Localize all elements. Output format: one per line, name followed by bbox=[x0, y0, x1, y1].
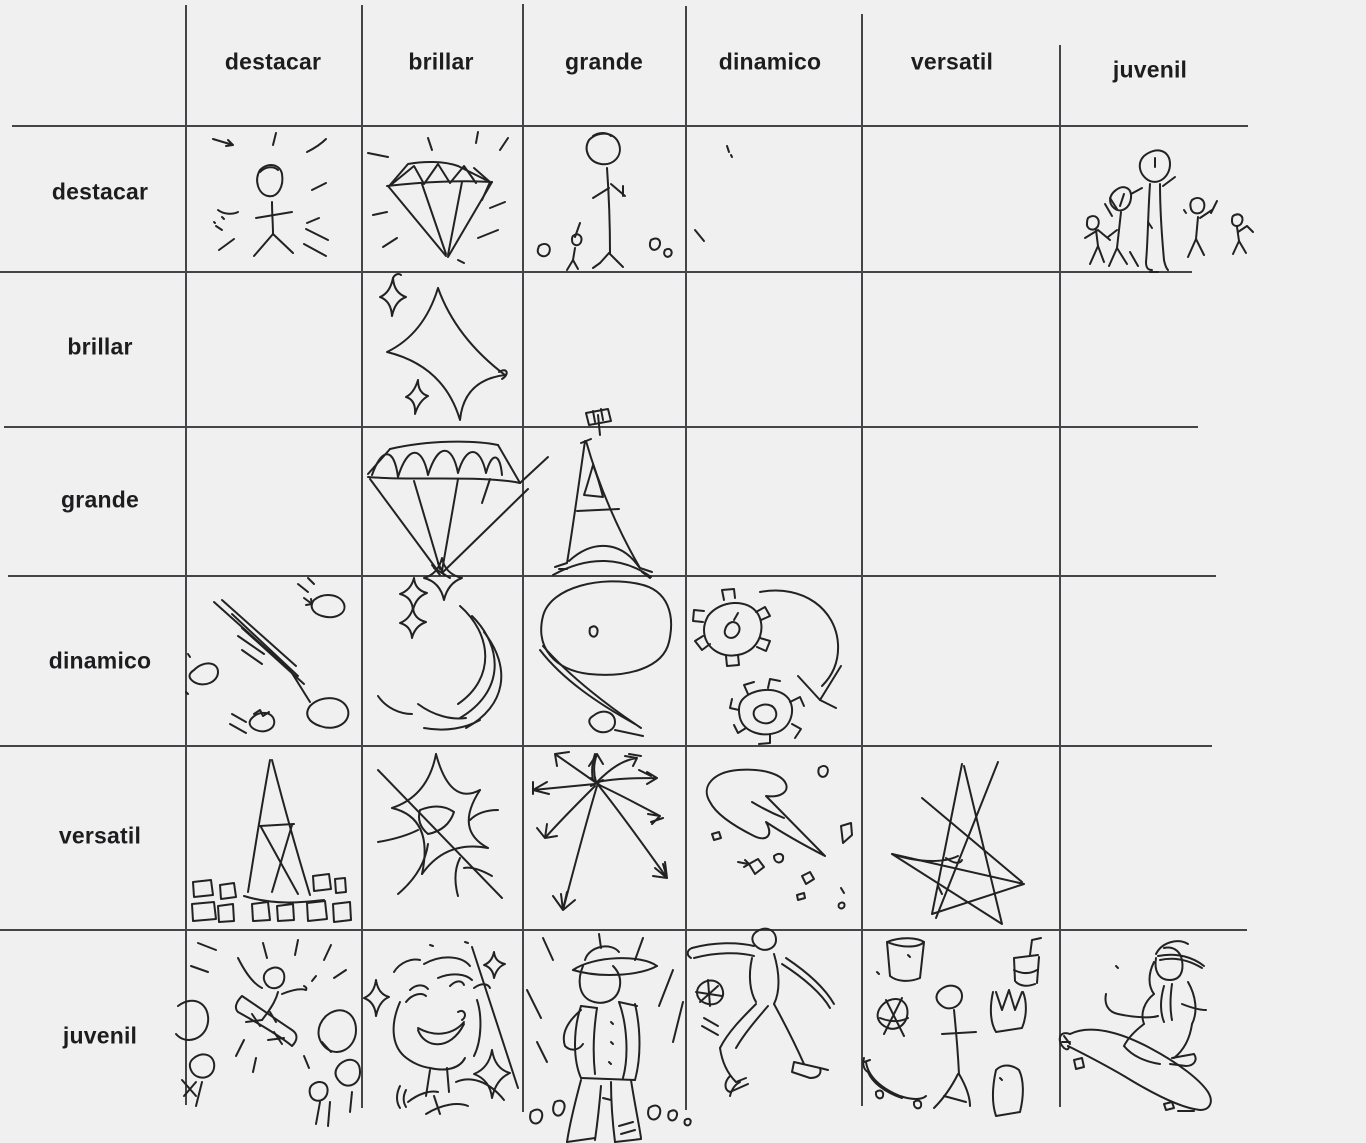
sketch-tower-with-flag bbox=[523, 427, 685, 575]
sketch-tall-figure bbox=[523, 126, 685, 271]
cell-juvenil-brillar[interactable] bbox=[362, 930, 522, 1143]
row-header-juvenil: juvenil bbox=[62, 1022, 138, 1049]
row-header-versatil: versatil bbox=[58, 822, 142, 849]
sketch-star-scribble bbox=[862, 746, 1059, 929]
cell-grande-grande[interactable] bbox=[523, 427, 685, 575]
row-header-grande: grande bbox=[61, 486, 139, 513]
cell-versatil-dinamico[interactable] bbox=[686, 746, 861, 929]
cell-dinamico-brillar[interactable] bbox=[362, 576, 522, 745]
cell-destacar-grande[interactable] bbox=[523, 126, 685, 271]
cell-destacar-dinamico[interactable] bbox=[686, 126, 861, 271]
cell-dinamico-destacar[interactable] bbox=[186, 576, 361, 745]
column-header-dinamico: dinamico bbox=[718, 48, 822, 75]
cell-juvenil-dinamico[interactable] bbox=[686, 930, 861, 1143]
sketch-star-burst bbox=[362, 746, 522, 929]
cell-destacar-destacar[interactable] bbox=[186, 126, 361, 271]
sketch-player-kicking bbox=[686, 930, 861, 1143]
sketch-comets bbox=[186, 576, 361, 745]
row-header-destacar: destacar bbox=[51, 178, 149, 205]
row-header-dinamico: dinamico bbox=[48, 647, 152, 674]
sketch-figure-with-objects bbox=[862, 930, 1059, 1143]
sketch-skateboarder bbox=[1060, 930, 1366, 1143]
cell-dinamico-dinamico[interactable] bbox=[686, 576, 861, 745]
column-header-grande: grande bbox=[565, 48, 643, 75]
cell-brillar-brillar[interactable] bbox=[362, 272, 522, 426]
sketch-oversized-diamond bbox=[362, 427, 522, 575]
sketch-stray-marks bbox=[686, 126, 861, 271]
sketch-radiating-arrows bbox=[523, 746, 685, 929]
cell-dinamico-grande[interactable] bbox=[523, 576, 685, 745]
row-header-brillar: brillar bbox=[67, 333, 133, 360]
cell-grande-brillar[interactable] bbox=[362, 427, 522, 575]
sketch-figure-with-rays bbox=[186, 126, 361, 271]
grid-hline-2 bbox=[0, 271, 1192, 273]
sketch-tower-over-blocks bbox=[186, 746, 361, 929]
sketch-sparkle-swoosh bbox=[362, 576, 522, 745]
column-header-destacar: destacar bbox=[224, 48, 322, 75]
cell-versatil-destacar[interactable] bbox=[186, 746, 361, 929]
cell-versatil-versatil[interactable] bbox=[862, 746, 1059, 929]
sketch-skater-crowd bbox=[186, 930, 361, 1143]
sketch-kid-with-cap bbox=[523, 930, 685, 1143]
cell-destacar-juvenil[interactable] bbox=[1060, 126, 1366, 271]
cell-juvenil-versatil[interactable] bbox=[862, 930, 1059, 1143]
cell-destacar-brillar[interactable] bbox=[362, 126, 522, 271]
cell-versatil-brillar[interactable] bbox=[362, 746, 522, 929]
sketch-giant-balloon bbox=[523, 576, 685, 745]
column-header-brillar: brillar bbox=[408, 48, 474, 75]
sketch-diamond-with-rays bbox=[362, 126, 522, 271]
cell-juvenil-grande[interactable] bbox=[523, 930, 685, 1143]
sketch-group-of-figures bbox=[1060, 126, 1366, 271]
sketch-big-sparkle bbox=[362, 272, 522, 426]
cell-versatil-grande[interactable] bbox=[523, 746, 685, 929]
sketch-bolt-debris bbox=[686, 746, 861, 929]
column-header-juvenil: juvenil bbox=[1112, 56, 1188, 83]
column-header-versatil: versatil bbox=[910, 48, 994, 75]
sketch-gears-arrow bbox=[686, 576, 861, 745]
cell-juvenil-juvenil[interactable] bbox=[1060, 930, 1366, 1143]
cell-juvenil-destacar[interactable] bbox=[186, 930, 361, 1143]
sketch-laughing-face bbox=[362, 930, 522, 1143]
